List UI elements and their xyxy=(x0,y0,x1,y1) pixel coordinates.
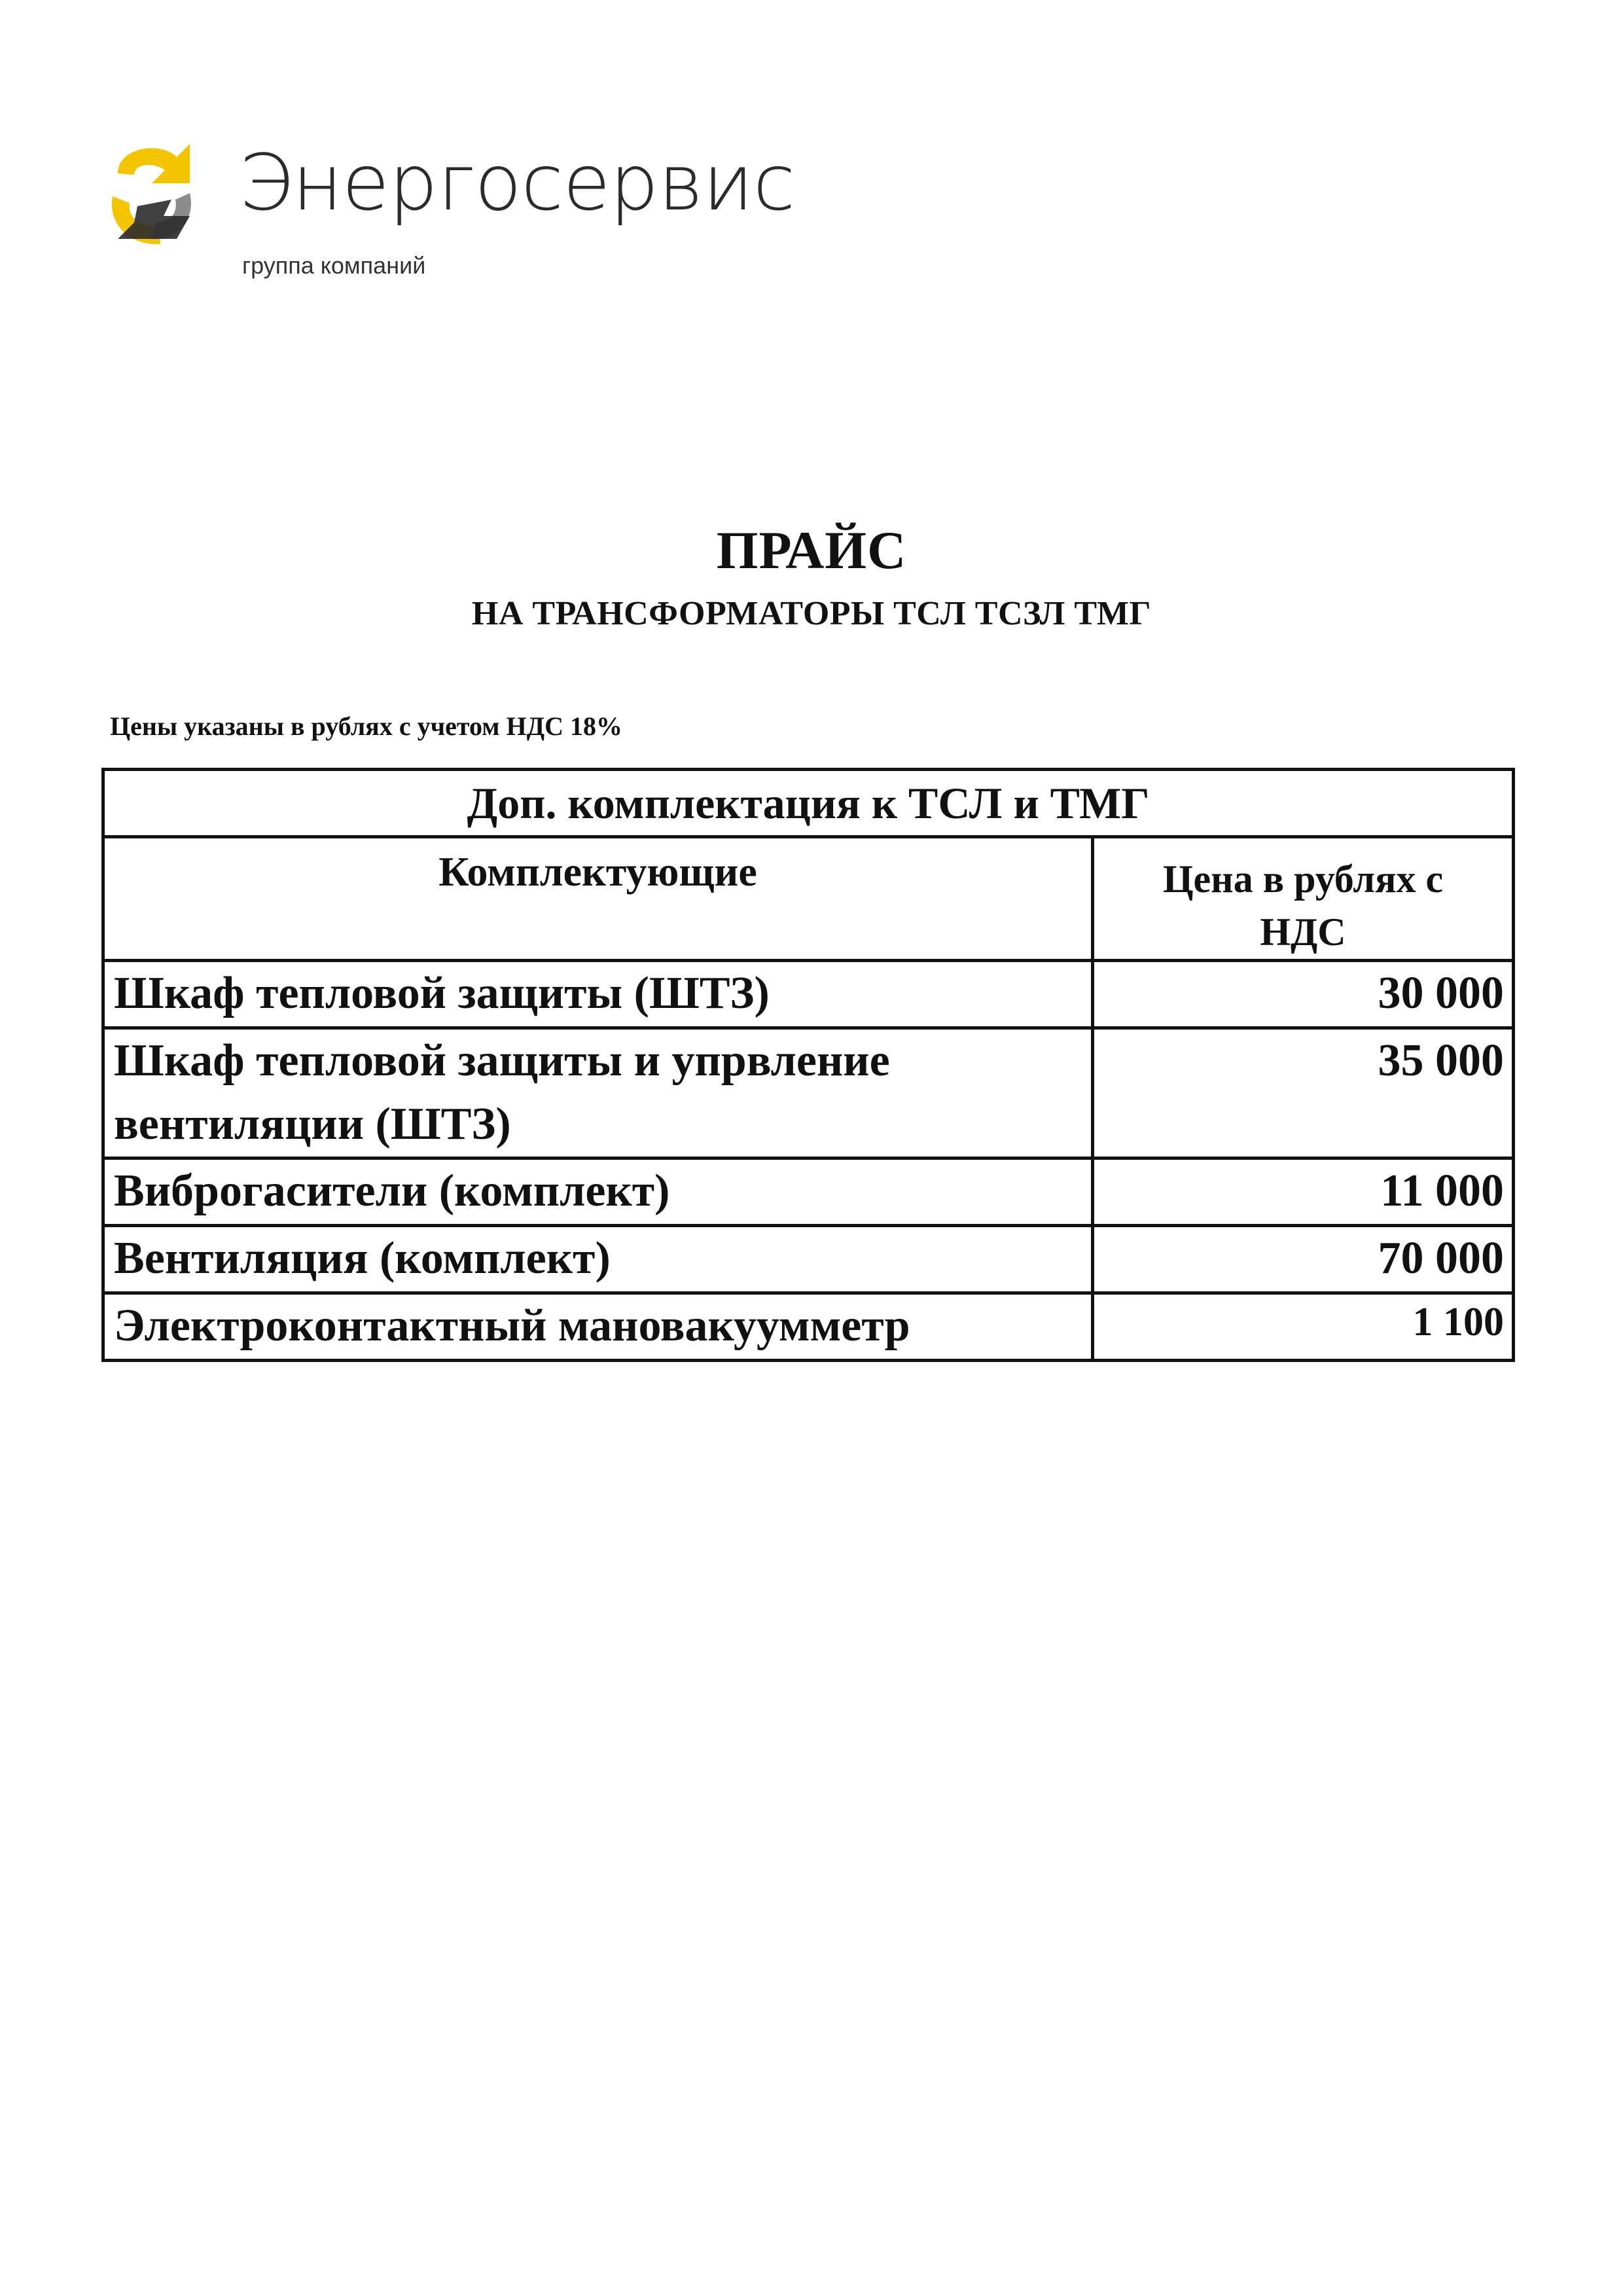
item-price: 1 100 xyxy=(1093,1293,1514,1361)
item-name-line: Электроконтактный мановакуумметр xyxy=(114,1300,910,1351)
company-logo xyxy=(98,134,795,291)
item-name-line: Вентиляция (комплект) xyxy=(114,1233,611,1283)
table-row xyxy=(103,1158,1514,1226)
header-row xyxy=(103,837,1514,961)
section-title: Доп. комплектация к ТСЛ и ТМГ xyxy=(103,770,1514,837)
item-name-line: Шкаф тепловой защиты и упрвление xyxy=(114,1035,890,1086)
company-name: Энергосервис xyxy=(239,137,795,228)
energy-arrows-icon xyxy=(98,134,209,252)
document-title: ПРАЙС xyxy=(716,520,907,580)
table-row xyxy=(103,1293,1514,1361)
table-row xyxy=(103,1028,1514,1158)
table-row xyxy=(103,1226,1514,1293)
price-table xyxy=(101,768,1515,1362)
item-price: 35 000 xyxy=(1093,1028,1514,1158)
item-name xyxy=(103,961,1093,1028)
price-header-line-2: НДС xyxy=(1260,910,1346,954)
section-row xyxy=(103,770,1514,837)
item-name-line: вентиляции (ШТЗ) xyxy=(114,1098,511,1149)
item-name xyxy=(103,1293,1093,1361)
item-name-line: Шкаф тепловой защиты (ШТЗ) xyxy=(114,968,770,1018)
item-name-line: Виброгасители (комплект) xyxy=(114,1166,670,1216)
item-price: 30 000 xyxy=(1093,961,1514,1028)
price-header-line-1: Цена в рублях с xyxy=(1162,857,1444,901)
table-row xyxy=(103,961,1514,1028)
document-subtitle: НА ТРАНСФОРМАТОРЫ ТСЛ ТСЗЛ ТМГ xyxy=(471,595,1152,632)
item-name xyxy=(103,1226,1093,1293)
column-header-price xyxy=(1093,837,1514,961)
item-name xyxy=(103,1158,1093,1226)
vat-note: Цены указаны в рублях с учетом НДС 18% xyxy=(110,711,623,741)
item-name xyxy=(103,1028,1093,1158)
company-tagline: группа компаний xyxy=(242,252,426,279)
item-price: 11 000 xyxy=(1093,1158,1514,1226)
item-price: 70 000 xyxy=(1093,1226,1514,1293)
column-header-item: Комплектующие xyxy=(103,837,1093,961)
